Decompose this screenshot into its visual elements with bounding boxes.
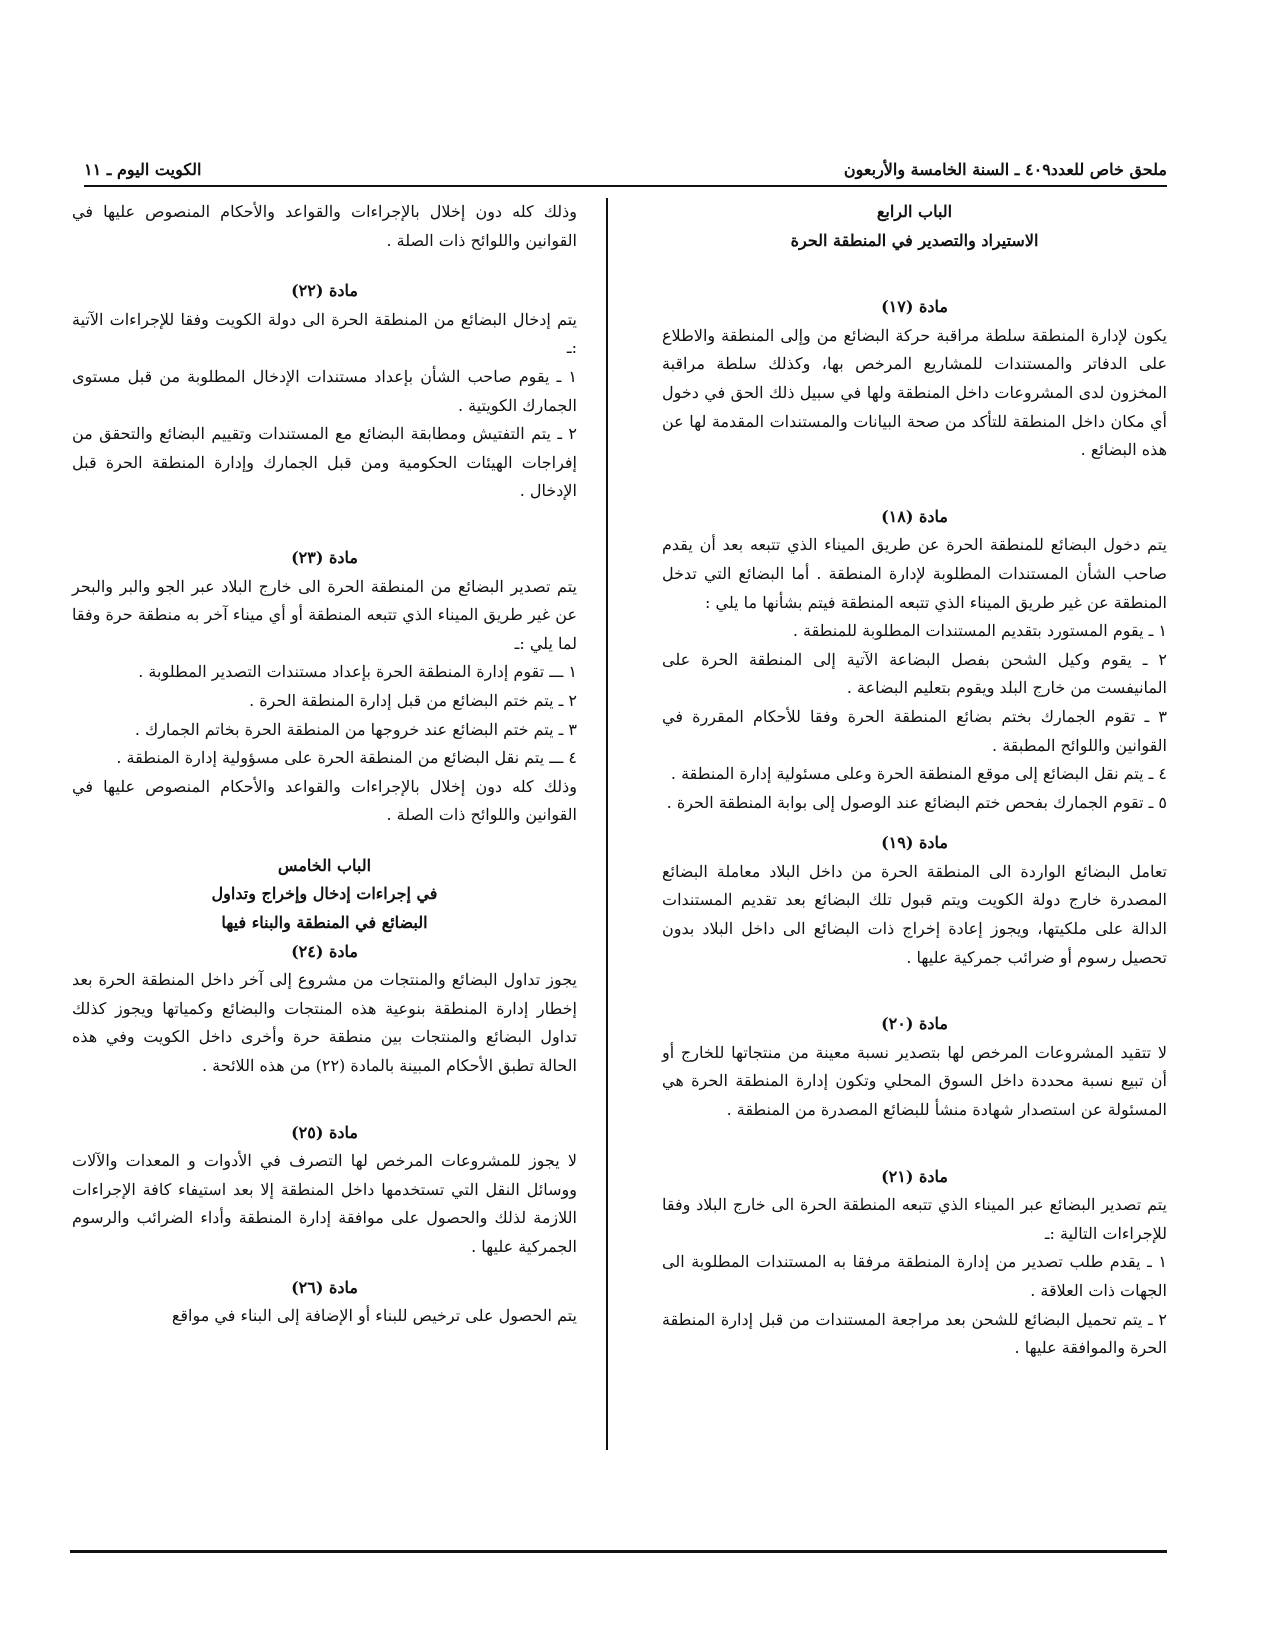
left-column xyxy=(72,198,577,1331)
article-22-title: مادة (٢٢) xyxy=(291,281,358,301)
article-26-text: يتم الحصول على ترخيص للبناء أو الإضافة إلى البناء في مواقع xyxy=(171,1306,577,1326)
article-25-text: لا يجوز للمشروعات المرخص لها التصرف في الأدوات و المعدات والآلات ووسائل النقل التي تستخدمها داخل المنطقة إلا بعد استيفاء كافة الإجراءات اللازمة لذلك والحصول على موافقة إدارة المنطقة وأداء الضرائب والرسوم الجمركية عليها . xyxy=(72,1151,577,1256)
article-18-item: ٢ ـ يقوم وكيل الشحن بفصل البضاعة الآتية إلى المنطقة الحرة على المانيفست من خارج البلد ويقوم بتعليم البضاعة . xyxy=(662,649,1167,698)
article-18-item: ٤ ـ يتم نقل البضائع إلى موقع المنطقة الحرة وعلى مسئولية إدارة المنطقة . xyxy=(670,764,1167,784)
page-header xyxy=(84,153,1167,187)
article-17-title: مادة (١٧) xyxy=(881,297,948,317)
article-21-title: مادة (٢١) xyxy=(881,1166,948,1186)
article-23-closing: وذلك كله دون إخلال بالإجراءات والقواعد والأحكام المنصوص عليها في القوانين واللوائح ذات الصلة . xyxy=(72,776,577,825)
article-25-title: مادة (٢٥) xyxy=(291,1122,358,1142)
article-23-item: ٢ ـ يتم ختم البضائع من قبل إدارة المنطقة الحرة . xyxy=(249,690,577,710)
article-19-text: تعامل البضائع الواردة الى المنطقة الحرة من داخل البلاد معاملة البضائع المصدرة خارج دولة الكويت ويتم قبول تلك البضائع بعد تقديم المستندات الدالة على ملكيتها، ويجوز إعادة إخراج ذات البضائع الى داخل البلاد بدون تحصيل رسوم أو ضرائب جمركية عليها . xyxy=(662,861,1168,967)
article-23-title: مادة (٢٣) xyxy=(291,547,358,567)
chapter-5-title-line2: البضائع في المنطقة والبناء فيها xyxy=(221,913,428,933)
article-19-title: مادة (١٩) xyxy=(881,833,948,853)
column-divider xyxy=(606,198,608,1450)
article-17-text: يكون لإدارة المنطقة سلطة مراقبة حركة البضائع من وإلى المنطقة والاطلاع على الدفاتر والمستندات للمشاريع المرخص بها، وكذلك سلطة مراقبة المخزون لدى المشروعات داخل المنطقة ولها في سبيل ذلك الحق في دخول أي مكان داخل المنطقة للتأكد من صحة البيانات والمستندات المقدمة لها عن هذه البضائع . xyxy=(662,325,1167,460)
article-24-title: مادة (٢٤) xyxy=(291,941,358,961)
continuation-text: وذلك كله دون إخلال بالإجراءات والقواعد والأحكام المنصوص عليها في القوانين واللوائح ذات الصلة . xyxy=(72,202,577,250)
article-21-item: ٢ ـ يتم تحميل البضائع للشحن بعد مراجعة المستندات من قبل إدارة المنطقة الحرة والموافقة عليها . xyxy=(662,1309,1167,1358)
chapter-heading: الباب الرابع xyxy=(876,202,953,221)
article-21-text: يتم تصدير البضائع عبر الميناء الذي تتبعه المنطقة الحرة الى خارج البلاد وفقا للإجراءات التالية :ـ xyxy=(662,1195,1167,1243)
chapter-5-title-line1: في إجراءات إدخال وإخراج وتداول xyxy=(211,884,438,904)
article-20-text: لا تتقيد المشروعات المرخص لها بتصدير نسبة معينة من منتجاتها للخارج أو أن تبيع نسبة محددة داخل السوق المحلي وتكون إدارة المنطقة الحرة هي المسئولة عن استصدار شهادة منشأ للبضائع المصدرة من المنطقة . xyxy=(662,1042,1167,1120)
article-24-text: يجوز تداول البضائع والمنتجات من مشروع إلى آخر داخل المنطقة الحرة بعد إخطار إدارة المنطقة بنوعية هذه المنتجات والبضائع وكمياتها ويجوز كذلك تداول البضائع والمنتجات بين منطقة حرة وأخرى داخل الكويت وفي هذه الحالة تطبق الأحكام المبينة بالمادة (٢٢) من هذه اللائحة . xyxy=(72,970,577,1076)
header-publication: الكويت اليوم ـ ١١ xyxy=(84,160,202,179)
article-22-item: ٢ ـ يتم التفتيش ومطابقة البضائع مع المستندات وتقييم البضائع والتحقق من إفراجات الهيئات الحكومية ومن قبل الجمارك وإدارة المنطقة الحرة قبل الإدخال . xyxy=(72,424,577,501)
article-22-item: ١ ـ يقوم صاحب الشأن بإعداد مستندات الإدخال المطلوبة من قبل مستوى الجمارك الكويتية . xyxy=(72,366,577,415)
header-issue: ملحق خاص للعدد٤٠٩ ـ السنة الخامسة والأربعون xyxy=(843,160,1167,179)
footer-rule xyxy=(70,1550,1167,1553)
article-18-item: ٥ ـ تقوم الجمارك بفحص ختم البضائع عند الوصول إلى بوابة المنطقة الحرة . xyxy=(666,792,1167,812)
article-20-title: مادة (٢٠) xyxy=(881,1014,948,1034)
article-23-item: ١ ـــ تقوم إدارة المنطقة الحرة بإعداد مستندات التصدير المطلوبة . xyxy=(138,662,577,682)
chapter-title: الاستيراد والتصدير في المنطقة الحرة xyxy=(790,230,1039,250)
article-23-text: يتم تصدير البضائع من المنطقة الحرة الى خارج البلاد عبر الجو والبر والبحر عن غير طريق الميناء الذي تتبعه المنطقة أو أي ميناء آخر به منطقة حرة وفقا لما يلي :ـ xyxy=(72,576,577,653)
article-18-item: ١ ـ يقوم المستورد بتقديم المستندات المطلوبة للمنطقة . xyxy=(792,621,1167,641)
article-18-title: مادة (١٨) xyxy=(881,506,948,526)
article-18-item: ٣ ـ تقوم الجمارك بختم بضائع المنطقة الحرة وفقا للأحكام المقررة في القوانين واللوائح المطبقة . xyxy=(662,706,1167,755)
chapter-5-heading: الباب الخامس xyxy=(277,855,372,875)
article-23-item: ٤ ـــ يتم نقل البضائع من المنطقة الحرة على مسؤولية إدارة المنطقة . xyxy=(116,748,577,768)
article-26-title: مادة (٢٦) xyxy=(291,1277,358,1297)
article-21-item: ١ ـ يقدم طلب تصدير من إدارة المنطقة مرفقا به المستندات المطلوبة الى الجهات ذات العلاقة . xyxy=(662,1252,1167,1300)
article-18-text: يتم دخول البضائع للمنطقة الحرة عن طريق الميناء الذي تتبعه بعد أن يقدم صاحب الشأن المستندات المطلوبة لإدارة المنطقة . أما البضائع التي تدخل المنطقة عن غير طريق الميناء الذي تتبعه المنطقة فيتم بشأنها ما يلي : xyxy=(662,535,1167,612)
right-column xyxy=(662,198,1167,1363)
article-23-item: ٣ ـ يتم ختم البضائع عند خروجها من المنطقة الحرة بخاتم الجمارك . xyxy=(134,719,577,739)
article-22-text: يتم إدخال البضائع من المنطقة الحرة الى دولة الكويت وفقا للإجراءات الآتية :ـ xyxy=(72,309,577,358)
